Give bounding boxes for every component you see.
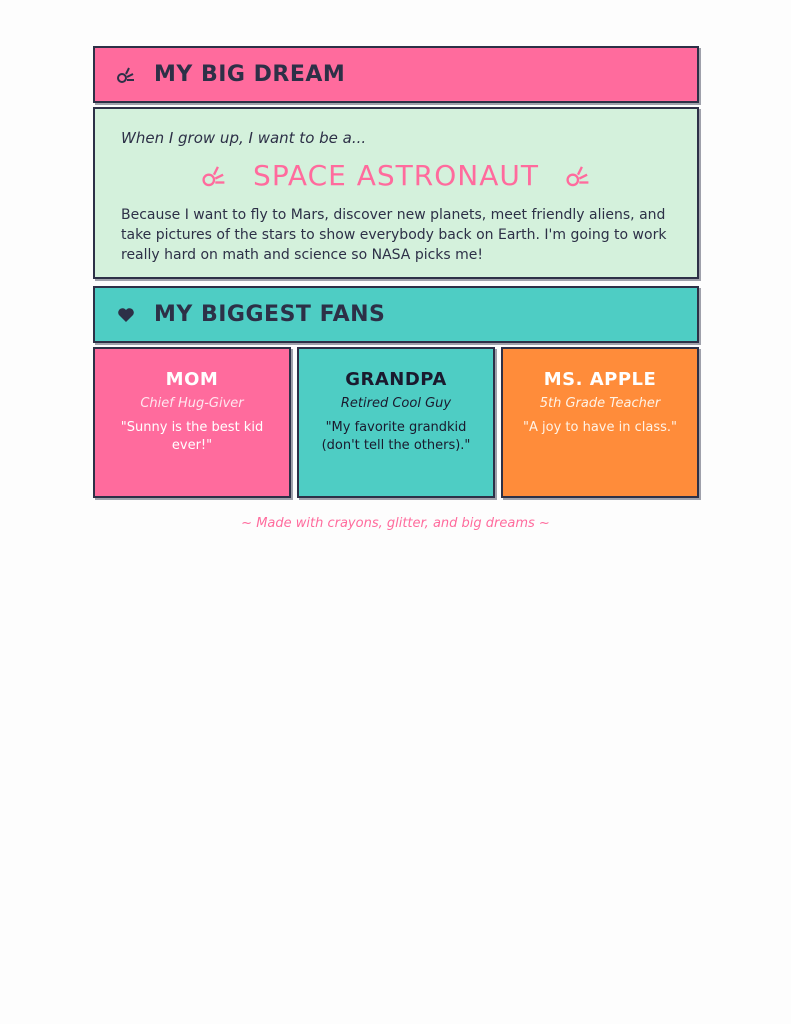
fan-card-grandpa — [297, 347, 495, 498]
comet-icon — [115, 64, 137, 86]
fan-role: Retired Cool Guy — [340, 396, 452, 411]
fan-card-ms-apple — [501, 347, 699, 498]
dream-header-title: MY BIG DREAM — [154, 62, 346, 87]
comet-icon — [201, 163, 227, 189]
fans-header-title: MY BIGGEST FANS — [154, 302, 386, 327]
fan-name: MS. APPLE — [543, 369, 657, 390]
comet-icon — [565, 163, 591, 189]
fan-quote: "My favorite grandkid (don't tell the others)." — [321, 420, 471, 453]
fan-quote: "A joy to have in class." — [523, 420, 677, 435]
dream-reason: Because I want to fly to Mars, discover new planets, meet friendly aliens, and take pictures of the stars to show everybody back on Earth. I'm going to work really hard on math and science so NASA picks me! — [121, 207, 667, 263]
heart-icon — [115, 304, 137, 326]
dream-intro: When I grow up, I want to be a... — [121, 129, 367, 147]
fan-card-mom — [93, 347, 291, 498]
fan-role: 5th Grade Teacher — [539, 396, 661, 411]
career-title-row — [95, 159, 697, 192]
footer-note: ~ Made with crayons, glitter, and big dreams ~ — [241, 516, 550, 531]
fan-name: MOM — [165, 369, 219, 390]
fans-header — [93, 286, 699, 343]
career-title: SPACE ASTRONAUT — [253, 159, 539, 192]
fan-name: GRANDPA — [345, 369, 447, 390]
dream-panel — [93, 107, 699, 279]
dream-header — [93, 46, 699, 103]
fan-quote: "Sunny is the best kid ever!" — [120, 420, 264, 453]
fan-role: Chief Hug-Giver — [140, 396, 244, 411]
